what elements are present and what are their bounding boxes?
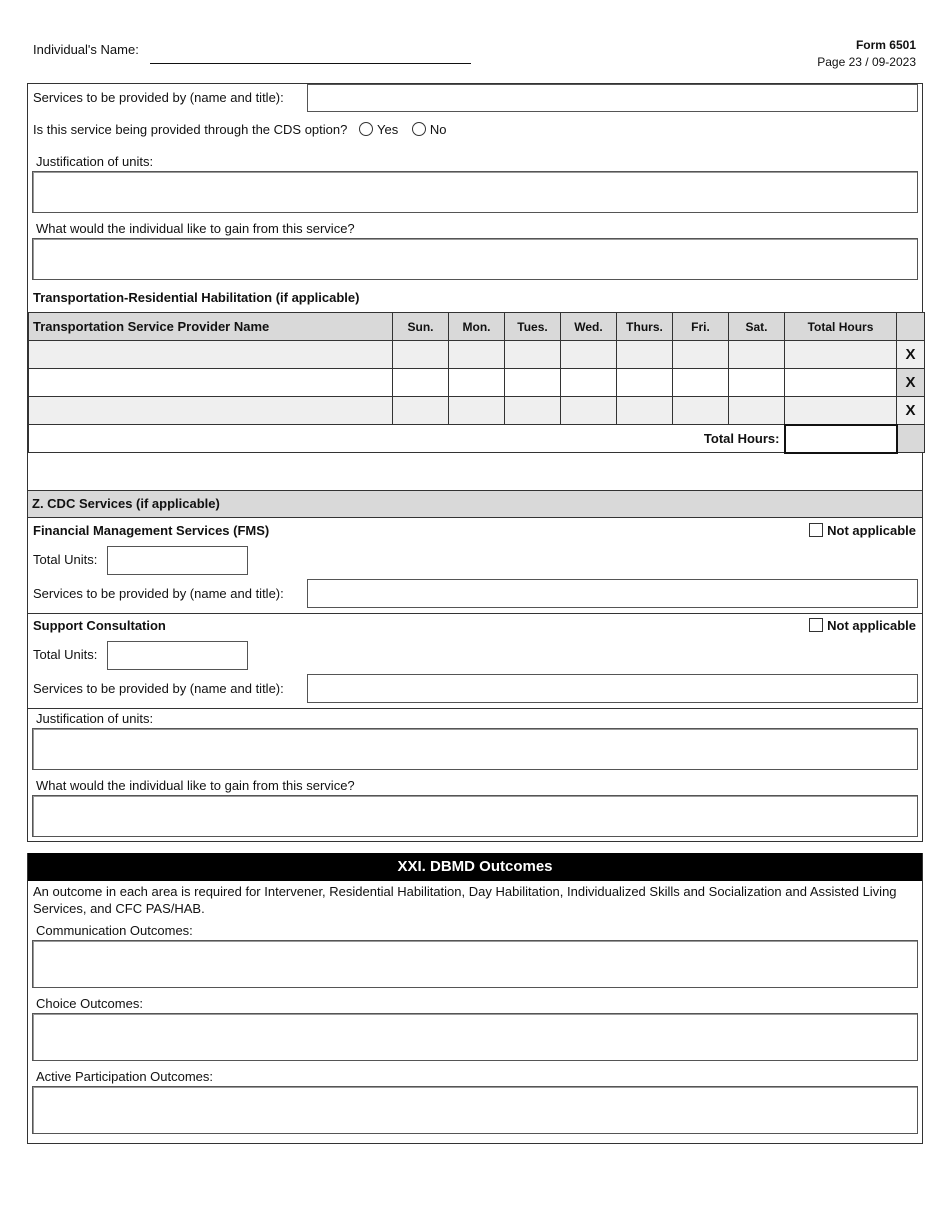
fri-cell[interactable] [673,341,729,369]
total-hours-cell[interactable] [785,397,897,425]
wed-cell[interactable] [561,369,617,397]
individual-name-label: Individual's Name: [33,42,139,57]
col-fri: Fri. [673,313,729,341]
delete-row-button[interactable]: X [897,397,925,425]
fms-provider-label: Services to be provided by (name and title): [33,586,284,601]
tues-cell[interactable] [505,369,561,397]
outcomes-description: An outcome in each area is required for Intervener, Residential Habilitation, Day Habilitation, Individualized Skills and Socialization and Assisted Living Services, and CFC PAS/HAB. [33,884,897,916]
transport-table [28,312,925,454]
total-hours-input[interactable] [785,425,897,453]
fms-not-applicable-checkbox[interactable] [809,523,823,537]
tues-cell[interactable] [505,397,561,425]
individual-name-field[interactable] [150,63,471,64]
cds-yes-label: Yes [376,122,399,137]
total-hours-row [29,425,925,453]
provider-label: Services to be provided by (name and title): [33,90,284,105]
support-title: Support Consultation [33,618,166,633]
participation-input[interactable] [32,1086,918,1134]
communication-input[interactable] [32,940,918,988]
provider-name-cell[interactable] [29,341,393,369]
mon-cell[interactable] [449,369,505,397]
table-row [29,341,925,369]
mon-cell[interactable] [449,397,505,425]
cds-no-label: No [429,122,447,137]
justification-label: Justification of units: [36,154,154,169]
table-row [29,397,925,425]
total-hours-cell[interactable] [785,369,897,397]
divider [28,613,922,614]
col-delete [897,313,925,341]
provider-input[interactable] [307,84,918,112]
support-total-units-label: Total Units: [33,647,98,662]
sat-cell[interactable] [729,341,785,369]
justification-input[interactable] [32,171,918,213]
col-wed: Wed. [561,313,617,341]
col-tues: Tues. [505,313,561,341]
gain-input[interactable] [32,238,918,280]
thurs-cell[interactable] [617,341,673,369]
cds-no-radio[interactable] [412,122,426,136]
col-sun: Sun. [393,313,449,341]
form-number: Form 6501 [855,38,916,52]
transport-header-row [29,313,925,341]
total-hours-spacer [897,425,925,453]
cds-question [33,122,446,137]
fms-not-applicable-label: Not applicable [827,523,916,538]
cds-yes-radio[interactable] [359,122,373,136]
fms-title: Financial Management Services (FMS) [33,523,270,538]
cdc-section-bar [28,490,922,518]
outcomes-title: XXI. DBMD Outcomes [28,853,922,881]
col-provider-name: Transportation Service Provider Name [29,313,393,341]
col-thurs: Thurs. [617,313,673,341]
tues-cell[interactable] [505,341,561,369]
support-provider-label: Services to be provided by (name and title): [33,681,284,696]
choice-label: Choice Outcomes: [36,996,143,1011]
sat-cell[interactable] [729,369,785,397]
table-row [29,369,925,397]
fms-provider-input[interactable] [307,579,918,608]
delete-row-button[interactable]: X [897,341,925,369]
divider [28,708,922,709]
fms-not-applicable [809,523,916,538]
mon-cell[interactable] [449,341,505,369]
cdc-gain-label: What would the individual like to gain from this service? [36,778,355,793]
col-total-hours: Total Hours [785,313,897,341]
thurs-cell[interactable] [617,397,673,425]
total-hours-cell[interactable] [785,341,897,369]
provider-name-cell[interactable] [29,369,393,397]
wed-cell[interactable] [561,341,617,369]
cds-question-text: Is this service being provided through the CDS option? [33,122,348,137]
sun-cell[interactable] [393,341,449,369]
col-sat: Sat. [729,313,785,341]
wed-cell[interactable] [561,397,617,425]
page-info: Page 23 / 09-2023 [817,55,916,69]
transport-title: Transportation-Residential Habilitation (if applicable) [33,290,360,305]
fri-cell[interactable] [673,369,729,397]
col-mon: Mon. [449,313,505,341]
total-hours-label: Total Hours: [29,425,785,453]
fri-cell[interactable] [673,397,729,425]
cdc-justification-input[interactable] [32,728,918,770]
fms-total-units-input[interactable] [107,546,248,575]
thurs-cell[interactable] [617,369,673,397]
support-not-applicable-checkbox[interactable] [809,618,823,632]
sat-cell[interactable] [729,397,785,425]
cdc-title: Z. CDC Services (if applicable) [32,496,220,511]
provider-name-cell[interactable] [29,397,393,425]
communication-label: Communication Outcomes: [36,923,193,938]
support-provider-input[interactable] [307,674,918,703]
fms-total-units-label: Total Units: [33,552,98,567]
delete-row-button[interactable]: X [897,369,925,397]
support-total-units-input[interactable] [107,641,248,670]
support-not-applicable-label: Not applicable [827,618,916,633]
cdc-justification-label: Justification of units: [36,711,154,726]
cdc-gain-input[interactable] [32,795,918,837]
sun-cell[interactable] [393,397,449,425]
participation-label: Active Participation Outcomes: [36,1069,214,1084]
gain-label: What would the individual like to gain from this service? [36,221,355,236]
choice-input[interactable] [32,1013,918,1061]
sun-cell[interactable] [393,369,449,397]
support-not-applicable [809,618,916,633]
